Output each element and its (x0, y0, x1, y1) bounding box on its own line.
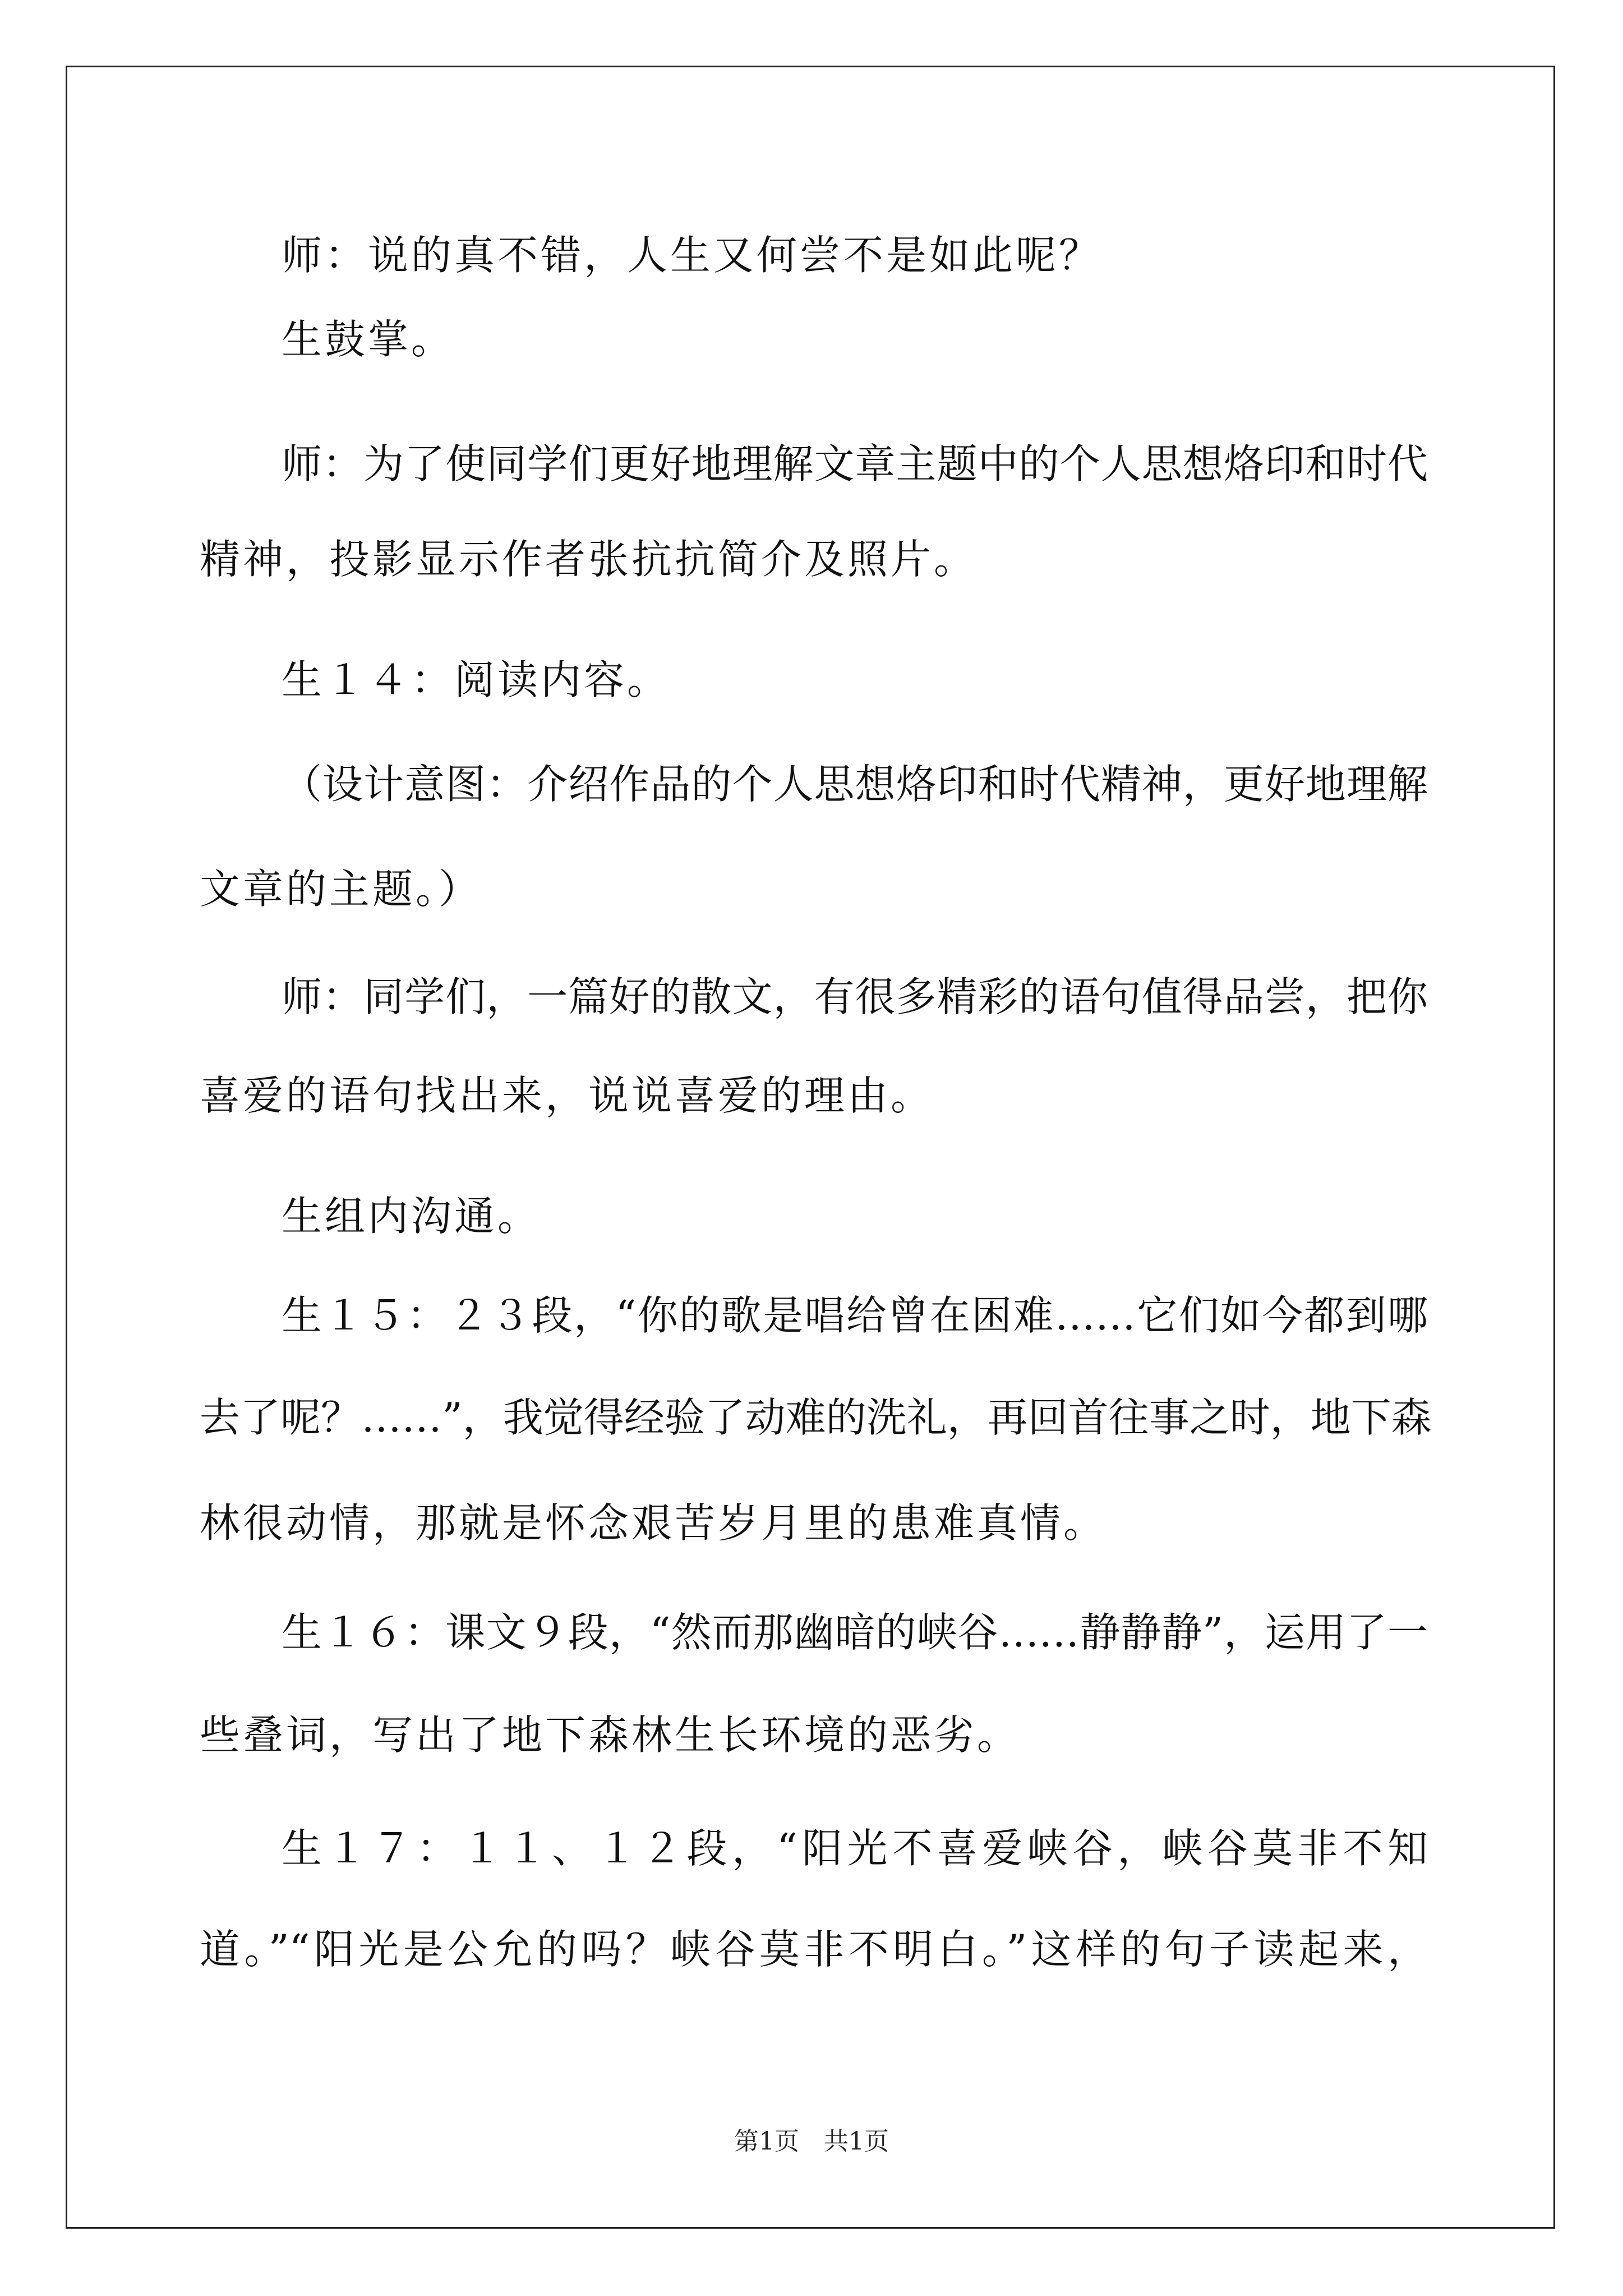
paragraph-line: 文章的主题。） (200, 866, 482, 913)
page-number-footer: 第1页 共1页 (734, 2127, 889, 2156)
paragraph-line: 生１６：课文９段，“然而那幽暗的峡谷……静静静”，运用了一 (282, 1609, 1428, 1656)
paragraph-line: 师：说的真不错，人生又何尝不是如此呢？ (282, 232, 1103, 279)
paragraph-line: 生鼓掌。 (282, 316, 455, 363)
page-border (66, 66, 1555, 2229)
paragraph-line: 师：为了使同学们更好地理解文章主题中的个人思想烙印和时代 (282, 440, 1428, 487)
paragraph-line: （设计意图：介绍作品的个人思想烙印和时代精神，更好地理解 (282, 761, 1428, 808)
paragraph-line: 精神，投影显示作者张抗抗简介及照片。 (200, 536, 978, 583)
paragraph-line: 道。”“阳光是公允的吗？峡谷莫非不明白。”这样的句子读起来， (200, 1926, 1428, 1973)
paragraph-line: 生１４：阅读内容。 (282, 656, 671, 703)
paragraph-line: 生１７：１１、１２段，“阳光不喜爱峡谷，峡谷莫非不知 (282, 1825, 1428, 1872)
paragraph-line: 林很动情，那就是怀念艰苦岁月里的患难真情。 (200, 1499, 1107, 1547)
paragraph-line: 去了呢？……”，我觉得经验了动难的洗礼，再回首往事之时，地下森 (200, 1394, 1432, 1441)
paragraph-line: 生１５：２３段，“你的歌是唱给曾在困难……它们如今都到哪 (282, 1292, 1428, 1339)
paragraph-line: 生组内沟通。 (282, 1193, 541, 1240)
paragraph-line: 师：同学们，一篇好的散文，有很多精彩的语句值得品尝，把你 (282, 973, 1428, 1020)
paragraph-line: 些叠词，写出了地下森林生长环境的恶劣。 (200, 1711, 1021, 1759)
paragraph-line: 喜爱的语句找出来，说说喜爱的理由。 (200, 1072, 934, 1119)
